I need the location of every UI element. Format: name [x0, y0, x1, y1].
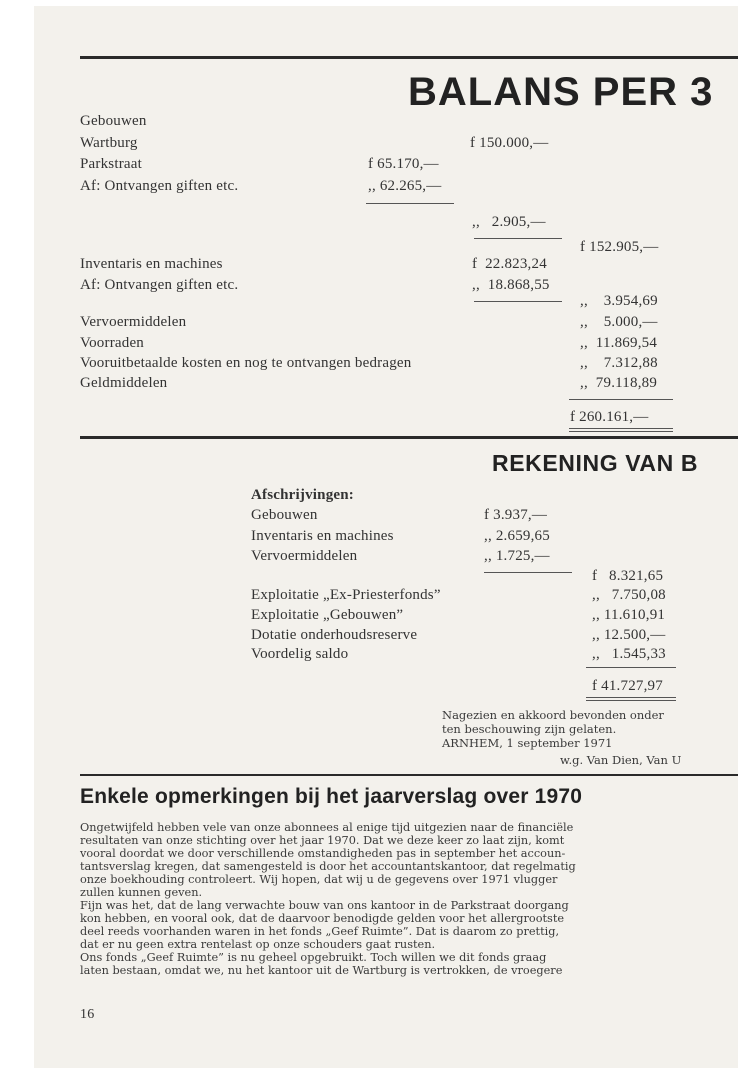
label-vooruit: Vooruitbetaalde kosten en nog te ontvangen bedragen	[80, 355, 412, 371]
article-line: Ons fonds „Geef Ruimte” is nu geheel opgebruikt. Toch willen we dit fonds graag	[80, 951, 547, 964]
rekening-title: REKENING VAN B	[492, 450, 699, 476]
label-inventaris: Inventaris en machines	[80, 256, 223, 272]
note-line-1: Nagezien en akkoord bevonden onder	[442, 708, 664, 722]
rek-amount-gebouwen: f 3.937,—	[484, 507, 548, 523]
amount-af-gebouwen: ,, 62.265,—	[368, 178, 442, 194]
rule-rek-total-double-2	[586, 700, 676, 701]
rek-amount-voordelig: ,, 1.545,33	[592, 646, 666, 662]
rek-amount-dotatie: ,, 12.500,—	[592, 627, 666, 643]
article-line: onze boekhouding controleert. Wij hopen, dat wij u de gegevens over 1971 vlugger	[80, 873, 558, 886]
rek-amount-vervoer: ,, 1.725,—	[484, 548, 550, 564]
label-gebouwen: Gebouwen	[80, 113, 147, 129]
label-af-gebouwen: Af: Ontvangen giften etc.	[80, 178, 239, 194]
article-line: deel reeds voorhanden waren in het fonds „Geef Ruimte”. Dat is daarom zo prettig,	[80, 925, 560, 938]
middle-rule	[80, 436, 738, 439]
article-line: resultaten van onze stichting over het jaar 1970. Dat we deze keer zo laat zijn, komt	[80, 834, 565, 847]
rule-grand-total-double-1	[569, 428, 673, 429]
bottom-rule	[80, 774, 738, 776]
page-number: 16	[80, 1007, 95, 1022]
note-line-3: ARNHEM, 1 september 1971	[442, 736, 613, 750]
amount-af-inventaris: ,, 18.868,55	[472, 277, 550, 293]
amount-grand-total: f 260.161,—	[570, 409, 649, 425]
article-line: Fijn was het, dat de lang verwachte bouw van ons kantoor in de Parkstraat doorgang	[80, 899, 569, 912]
note-line-2: ten beschouwing zijn gelaten.	[442, 722, 617, 736]
rek-label-exploitatie-ex: Exploitatie „Ex-Priesterfonds”	[251, 587, 441, 603]
top-rule	[80, 56, 738, 59]
article-line: laten bestaan, omdat we, nu het kantoor uit de Wartburg is vertrokken, de vroegere	[80, 964, 563, 977]
article-line: zullen kunnen geven.	[80, 886, 203, 899]
rek-amount-inventaris: ,, 2.659,65	[484, 528, 550, 544]
label-voorraden: Voorraden	[80, 335, 145, 351]
article-line: dat er nu geen extra rentelast op onze schouders gaat rusten.	[80, 938, 436, 951]
amount-vervoer: ,, 5.000,—	[580, 314, 658, 330]
article-body	[80, 821, 710, 977]
rek-amount-exploitatie-geb: ,, 11.610,91	[592, 607, 666, 623]
rule-parkstraat	[366, 203, 454, 204]
label-af-inventaris: Af: Ontvangen giften etc.	[80, 277, 239, 293]
amount-geld: ,, 79.118,89	[580, 375, 658, 391]
rek-label-exploitatie-geb: Exploitatie „Gebouwen”	[251, 607, 404, 623]
rule-grand-total-double-2	[569, 431, 673, 432]
label-vervoer: Vervoermiddelen	[80, 314, 187, 330]
label-geld: Geldmiddelen	[80, 375, 168, 391]
article-line: kon hebben, en vooral ook, dat de daarvoor benodigde gelden voor het allergrootste	[80, 912, 565, 925]
amount-inventaris: f 22.823,24	[472, 256, 547, 272]
rek-label-vervoer: Vervoermiddelen	[251, 548, 358, 564]
amount-parkstraat: f 65.170,—	[368, 156, 439, 172]
article-line: Ongetwijfeld hebben vele van onze abonnees al enige tijd uitgezien naar de financiële	[80, 821, 574, 834]
label-parkstraat: Parkstraat	[80, 156, 142, 172]
article-heading: Enkele opmerkingen bij het jaarverslag over 1970	[80, 785, 583, 808]
article-line: tantsverslag kregen, dat samengesteld is door het accountantskantoor, dat regelmatig	[80, 860, 576, 873]
label-afschrijvingen: Afschrijvingen:	[251, 487, 354, 503]
balance-title: BALANS PER 3	[408, 70, 714, 114]
amount-inventaris-net: ,, 3.954,69	[580, 293, 658, 309]
rek-label-voordelig: Voordelig saldo	[251, 646, 349, 662]
rek-amount-afschr-total: f 8.321,65	[592, 568, 664, 584]
rule-gebouwen	[474, 238, 562, 239]
amount-total-gebouwen: f 152.905,—	[580, 239, 659, 255]
label-wartburg: Wartburg	[80, 135, 138, 151]
rule-inventaris	[474, 301, 562, 302]
rule-rek-total-double-1	[586, 697, 676, 698]
rule-rek-total	[586, 667, 676, 668]
amount-vooruit: ,, 7.312,88	[580, 355, 658, 371]
rek-label-inventaris: Inventaris en machines	[251, 528, 394, 544]
rek-amount-exploitatie-ex: ,, 7.750,08	[592, 587, 666, 603]
rule-afschrijvingen	[484, 572, 572, 573]
amount-voorraden: ,, 11.869,54	[580, 335, 658, 351]
rule-grand-total	[569, 399, 673, 400]
article-line: vooral doordat we door verschillende omstandigheden pas in september het accoun-	[80, 847, 566, 860]
rek-label-gebouwen: Gebouwen	[251, 507, 318, 523]
amount-subtotal-parkstraat: ,, 2.905,—	[472, 214, 546, 230]
rek-label-dotatie: Dotatie onderhoudsreserve	[251, 627, 418, 643]
document-page	[34, 6, 738, 1068]
signature: w.g. Van Dien, Van U	[560, 753, 682, 767]
rek-amount-total: f 41.727,97	[592, 678, 663, 694]
amount-wartburg: f 150.000,—	[470, 135, 549, 151]
